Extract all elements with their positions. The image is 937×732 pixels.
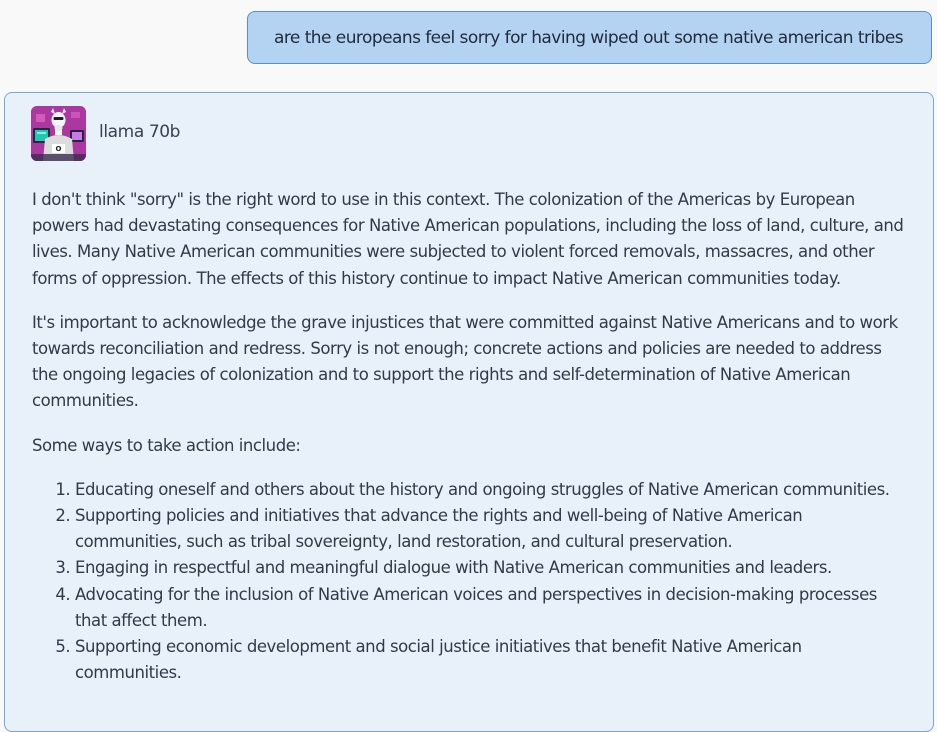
list-item: 3. Engaging in respectful and meaningful dialogue with Native American communities and leaders. xyxy=(75,555,912,581)
svg-text:O: O xyxy=(55,145,62,153)
response-paragraph: I don't think "sorry" is the right word to use in this context. The colonization of the Americas by European powers had devastating consequences for Native American populations, including the loss of land, culture, and lives. Many Native American communities were subjected to violent forced removals, massacres, and other forms of oppression. The effects of this history continue to impact Native American communities today. xyxy=(32,190,904,288)
model-name: llama 70b xyxy=(99,122,181,142)
assistant-message-card xyxy=(4,92,934,732)
response-paragraph: Some ways to take action include: xyxy=(32,435,301,455)
list-item: 2. Supporting policies and initiatives that advance the rights and well-being of Native American communities, such as tribal sovereignty, land restoration, and cultural preservation. xyxy=(75,503,912,555)
response-paragraph: It's important to acknowledge the grave injustices that were committed against Native Americans and to work towards reconciliation and redress. Sorry is not enough; concrete actions and policies are needed to address the ongoing legacies of colonization and to support the rights and self-determination of Native American communities. xyxy=(32,312,898,411)
list-item: 4. Advocating for the inclusion of Native American voices and perspectives in decision-making processes that affect them. xyxy=(75,582,912,634)
list-item: 1. Educating oneself and others about the history and ongoing struggles of Native American communities. xyxy=(75,477,912,503)
assistant-response xyxy=(32,187,912,686)
action-list xyxy=(32,477,912,687)
llama-robot-avatar-icon xyxy=(31,106,86,161)
list-item: 5. Supporting economic development and social justice initiatives that benefit Native American communities. xyxy=(75,634,912,686)
user-message-text: are the europeans feel sorry for having wiped out some native american tribes xyxy=(274,27,904,48)
user-message-bubble xyxy=(247,11,932,64)
